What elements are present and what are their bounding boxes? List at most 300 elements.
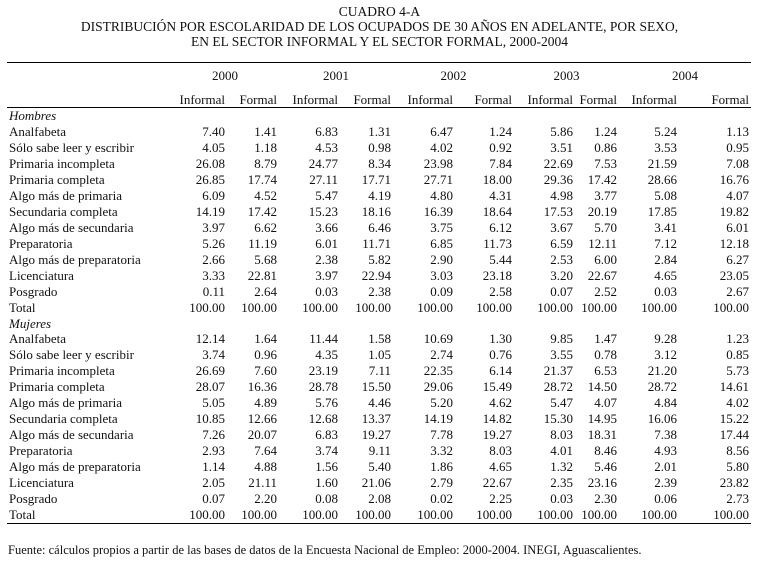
cell-value: 4.07 bbox=[726, 187, 749, 203]
cell-value: 7.40 bbox=[202, 123, 225, 139]
cell-value: 14.61 bbox=[719, 379, 749, 395]
cell-value: 2.20 bbox=[254, 491, 277, 507]
cell-value: 8.34 bbox=[368, 155, 391, 171]
cell-value: 21.06 bbox=[361, 475, 391, 491]
cell-value: 26.08 bbox=[195, 155, 225, 171]
cell-value: 4.65 bbox=[654, 267, 677, 283]
cell-value: 3.67 bbox=[550, 219, 573, 235]
cell-value: 21.20 bbox=[647, 363, 677, 379]
cell-value: 15.23 bbox=[308, 203, 338, 219]
cell-value: 15.50 bbox=[361, 379, 391, 395]
table-row bbox=[7, 363, 751, 379]
cell-value: 17.42 bbox=[247, 203, 277, 219]
cell-value: 3.74 bbox=[315, 443, 338, 459]
cell-value: 100.00 bbox=[537, 299, 573, 315]
cell-value: 5.70 bbox=[594, 219, 617, 235]
year-2002: 2002 bbox=[393, 63, 514, 90]
cell-value: 6.47 bbox=[430, 123, 453, 139]
row-label: Total bbox=[7, 507, 171, 524]
cell-value: 6.85 bbox=[430, 235, 453, 251]
row-label: Secundaria completa bbox=[9, 411, 118, 427]
cell-value: 3.55 bbox=[550, 347, 573, 363]
cell-value: 4.01 bbox=[550, 443, 573, 459]
cell-value: 5.80 bbox=[726, 459, 749, 475]
cell-value: 19.82 bbox=[719, 203, 749, 219]
cell-value: 9.28 bbox=[654, 331, 677, 347]
cell-value: 29.36 bbox=[543, 171, 573, 187]
table-row bbox=[7, 124, 751, 140]
cell-value: 0.76 bbox=[489, 347, 512, 363]
col-formal: Formal bbox=[455, 89, 514, 108]
cell-value: 12.11 bbox=[588, 235, 617, 251]
cell-value: 1.13 bbox=[726, 123, 749, 139]
cell-value: 2.38 bbox=[315, 251, 338, 267]
cell-value: 12.66 bbox=[247, 411, 277, 427]
cell-value: 11.71 bbox=[362, 235, 391, 251]
title-line-3: EN EL SECTOR INFORMAL Y EL SECTOR FORMAL, 2000-2004 bbox=[191, 34, 568, 49]
cell-value: 23.05 bbox=[719, 267, 749, 283]
cell-value: 5.46 bbox=[594, 459, 617, 475]
section-row bbox=[7, 316, 751, 332]
col-informal: Informal bbox=[619, 89, 679, 108]
cell-value: 2.64 bbox=[254, 283, 277, 299]
cell-value: 5.68 bbox=[254, 251, 277, 267]
cell-value: 11.19 bbox=[248, 235, 277, 251]
cell-value: 14.95 bbox=[587, 411, 617, 427]
cell-value: 4.62 bbox=[489, 395, 512, 411]
cell-value: 28.66 bbox=[647, 171, 677, 187]
cell-value: 23.98 bbox=[423, 155, 453, 171]
cell-value: 6.59 bbox=[550, 235, 573, 251]
cell-value: 21.59 bbox=[647, 155, 677, 171]
cell-value: 1.23 bbox=[726, 331, 749, 347]
cell-value: 0.96 bbox=[254, 347, 277, 363]
cell-value: 4.88 bbox=[254, 459, 277, 475]
cell-value: 3.66 bbox=[315, 219, 338, 235]
cell-value: 100.00 bbox=[575, 507, 619, 524]
table-row bbox=[7, 507, 751, 524]
row-label: Algo más de secundaria bbox=[9, 219, 134, 235]
table-row bbox=[7, 443, 751, 459]
cell-value: 8.79 bbox=[254, 155, 277, 171]
col-informal: Informal bbox=[171, 89, 227, 108]
cell-value: 6.27 bbox=[726, 251, 749, 267]
cell-value: 17.71 bbox=[361, 171, 391, 187]
cell-value: 100.00 bbox=[302, 299, 338, 315]
cell-value: 5.76 bbox=[315, 395, 338, 411]
cell-value: 3.74 bbox=[202, 347, 225, 363]
year-2000: 2000 bbox=[171, 63, 279, 90]
row-label: Total bbox=[9, 299, 36, 315]
cell-value: 100.00 bbox=[581, 299, 617, 315]
cell-value: 1.14 bbox=[202, 459, 225, 475]
section-row bbox=[7, 108, 751, 124]
cell-value: 4.53 bbox=[315, 139, 338, 155]
cell-value: 0.86 bbox=[594, 139, 617, 155]
column-header-row bbox=[7, 89, 751, 108]
cell-value: 23.18 bbox=[482, 267, 512, 283]
cell-value: 7.26 bbox=[202, 427, 225, 443]
row-label: Primaria incompleta bbox=[9, 155, 115, 171]
col-informal: Informal bbox=[279, 89, 340, 108]
cell-value: 2.25 bbox=[489, 491, 512, 507]
table-body bbox=[7, 108, 751, 524]
cell-value: 4.84 bbox=[654, 395, 677, 411]
row-label: Algo más de preparatoria bbox=[9, 459, 141, 475]
table-row bbox=[7, 140, 751, 156]
row-label: Licenciatura bbox=[9, 475, 74, 491]
cell-value: 7.78 bbox=[430, 427, 453, 443]
cell-value: 1.30 bbox=[489, 331, 512, 347]
cell-value: 3.97 bbox=[315, 267, 338, 283]
cell-value: 27.11 bbox=[309, 171, 338, 187]
cell-value: 22.67 bbox=[587, 267, 617, 283]
cell-value: 1.58 bbox=[368, 331, 391, 347]
cell-value: 2.79 bbox=[430, 475, 453, 491]
title-line-1: CUADRO 4-A bbox=[338, 4, 421, 19]
cell-value: 5.26 bbox=[202, 235, 225, 251]
table-row bbox=[7, 204, 751, 220]
cell-value: 17.85 bbox=[647, 203, 677, 219]
cell-value: 8.03 bbox=[550, 427, 573, 443]
cell-value: 1.05 bbox=[368, 347, 391, 363]
header-blank bbox=[7, 89, 171, 108]
cell-value: 100.00 bbox=[679, 507, 751, 524]
cell-value: 22.81 bbox=[247, 267, 277, 283]
year-2001: 2001 bbox=[279, 63, 393, 90]
cell-value: 4.80 bbox=[430, 187, 453, 203]
cell-value: 6.83 bbox=[315, 427, 338, 443]
table-row bbox=[7, 491, 751, 507]
table-row bbox=[7, 475, 751, 491]
cell-value: 16.06 bbox=[647, 411, 677, 427]
cell-value: 1.86 bbox=[430, 459, 453, 475]
cell-value: 1.32 bbox=[550, 459, 573, 475]
cell-value: 22.35 bbox=[423, 363, 453, 379]
cell-value: 18.00 bbox=[482, 171, 512, 187]
cell-value: 2.67 bbox=[726, 283, 749, 299]
cell-value: 7.11 bbox=[368, 363, 391, 379]
cell-value: 11.44 bbox=[309, 331, 338, 347]
cell-value: 4.93 bbox=[654, 443, 677, 459]
cell-value: 16.76 bbox=[719, 171, 749, 187]
cell-value: 1.31 bbox=[368, 123, 391, 139]
table-row bbox=[7, 300, 751, 316]
cell-value: 3.03 bbox=[430, 267, 453, 283]
table-row bbox=[7, 427, 751, 443]
cell-value: 100.00 bbox=[417, 299, 453, 315]
cell-value: 6.12 bbox=[489, 219, 512, 235]
cell-value: 18.16 bbox=[361, 203, 391, 219]
cell-value: 6.01 bbox=[726, 219, 749, 235]
row-label: Algo más de secundaria bbox=[9, 427, 134, 443]
cell-value: 2.08 bbox=[368, 491, 391, 507]
cell-value: 27.71 bbox=[423, 171, 453, 187]
cell-value: 0.03 bbox=[654, 283, 677, 299]
cell-value: 15.30 bbox=[543, 411, 573, 427]
cell-value: 26.69 bbox=[195, 363, 225, 379]
cell-value: 2.74 bbox=[430, 347, 453, 363]
cell-value: 7.12 bbox=[654, 235, 677, 251]
cell-value: 3.33 bbox=[202, 267, 225, 283]
cell-value: 100.00 bbox=[455, 507, 514, 524]
cell-value: 100.00 bbox=[189, 299, 225, 315]
cell-value: 20.19 bbox=[587, 203, 617, 219]
cell-value: 20.07 bbox=[247, 427, 277, 443]
cell-value: 0.06 bbox=[654, 491, 677, 507]
cell-value: 4.02 bbox=[726, 395, 749, 411]
cell-value: 100.00 bbox=[713, 299, 749, 315]
cell-value: 8.56 bbox=[726, 443, 749, 459]
cell-value: 4.05 bbox=[202, 139, 225, 155]
cell-value: 18.31 bbox=[587, 427, 617, 443]
cell-value: 19.27 bbox=[482, 427, 512, 443]
cell-value: 16.36 bbox=[247, 379, 277, 395]
cell-value: 28.78 bbox=[308, 379, 338, 395]
table-row bbox=[7, 347, 751, 363]
cell-value: 5.47 bbox=[550, 395, 573, 411]
cell-value: 0.07 bbox=[550, 283, 573, 299]
cell-value: 23.82 bbox=[719, 475, 749, 491]
cell-value: 2.66 bbox=[202, 251, 225, 267]
cell-value: 21.37 bbox=[543, 363, 573, 379]
cell-value: 6.62 bbox=[254, 219, 277, 235]
cell-value: 17.44 bbox=[719, 427, 749, 443]
cell-value: 5.86 bbox=[550, 123, 573, 139]
table-row bbox=[7, 268, 751, 284]
cell-value: 17.53 bbox=[543, 203, 573, 219]
cell-value: 22.67 bbox=[482, 475, 512, 491]
cell-value: 23.16 bbox=[587, 475, 617, 491]
cell-value: 3.12 bbox=[654, 347, 677, 363]
cell-value: 5.08 bbox=[654, 187, 677, 203]
cell-value: 23.19 bbox=[308, 363, 338, 379]
cell-value: 22.94 bbox=[361, 267, 391, 283]
cell-value: 100.00 bbox=[241, 299, 277, 315]
cell-value: 1.24 bbox=[489, 123, 512, 139]
cell-value: 3.75 bbox=[430, 219, 453, 235]
cell-value: 6.09 bbox=[202, 187, 225, 203]
cell-value: 29.06 bbox=[423, 379, 453, 395]
year-2004: 2004 bbox=[619, 63, 751, 90]
cell-value: 15.22 bbox=[719, 411, 749, 427]
cell-value: 0.11 bbox=[202, 283, 225, 299]
cell-value: 2.84 bbox=[654, 251, 677, 267]
cell-value: 12.18 bbox=[719, 235, 749, 251]
header-blank bbox=[7, 63, 171, 90]
table-row bbox=[7, 188, 751, 204]
row-label: Sólo sabe leer y escribir bbox=[9, 139, 134, 155]
cell-value: 3.53 bbox=[654, 139, 677, 155]
cell-value: 15.49 bbox=[482, 379, 512, 395]
cell-value: 7.84 bbox=[489, 155, 512, 171]
cell-value: 1.64 bbox=[254, 331, 277, 347]
cell-value: 5.47 bbox=[315, 187, 338, 203]
cell-value: 2.38 bbox=[368, 283, 391, 299]
cell-value: 6.46 bbox=[368, 219, 391, 235]
cell-value: 0.78 bbox=[594, 347, 617, 363]
table-row bbox=[7, 411, 751, 427]
section-label: Hombres bbox=[9, 108, 57, 123]
cell-value: 14.82 bbox=[482, 411, 512, 427]
row-label: Algo más de primaria bbox=[9, 395, 122, 411]
cell-value: 100.00 bbox=[171, 507, 227, 524]
cell-value: 4.52 bbox=[254, 187, 277, 203]
cell-value: 0.07 bbox=[202, 491, 225, 507]
row-label: Analfabeta bbox=[9, 331, 67, 347]
cell-value: 9.85 bbox=[550, 331, 573, 347]
cell-value: 4.35 bbox=[315, 347, 338, 363]
cell-value: 3.20 bbox=[550, 267, 573, 283]
cell-value: 2.01 bbox=[654, 459, 677, 475]
cell-value: 100.00 bbox=[641, 299, 677, 315]
cell-value: 1.41 bbox=[254, 123, 277, 139]
col-informal: Informal bbox=[393, 89, 455, 108]
cell-value: 6.01 bbox=[315, 235, 338, 251]
year-2003: 2003 bbox=[514, 63, 619, 90]
cell-value: 18.64 bbox=[482, 203, 512, 219]
cell-value: 4.07 bbox=[594, 395, 617, 411]
cell-value: 5.73 bbox=[726, 363, 749, 379]
cell-value: 12.14 bbox=[195, 331, 225, 347]
table-row bbox=[7, 395, 751, 411]
cell-value: 100.00 bbox=[355, 299, 391, 315]
year-header-row bbox=[7, 63, 751, 90]
cell-value: 0.02 bbox=[430, 491, 453, 507]
cell-value: 6.00 bbox=[594, 251, 617, 267]
cell-value: 4.46 bbox=[368, 395, 391, 411]
cell-value: 4.31 bbox=[489, 187, 512, 203]
row-label: Posgrado bbox=[9, 283, 58, 299]
cell-value: 14.19 bbox=[423, 411, 453, 427]
cell-value: 0.09 bbox=[430, 283, 453, 299]
cell-value: 8.46 bbox=[594, 443, 617, 459]
cell-value: 21.11 bbox=[248, 475, 277, 491]
page bbox=[0, 4, 759, 565]
cell-value: 4.02 bbox=[430, 139, 453, 155]
cell-value: 10.69 bbox=[423, 331, 453, 347]
cell-value: 7.08 bbox=[726, 155, 749, 171]
cell-value: 2.05 bbox=[202, 475, 225, 491]
cell-value: 8.03 bbox=[489, 443, 512, 459]
cell-value: 100.00 bbox=[340, 507, 393, 524]
cell-value: 2.93 bbox=[202, 443, 225, 459]
table-row bbox=[7, 379, 751, 395]
cell-value: 2.52 bbox=[594, 283, 617, 299]
cell-value: 17.74 bbox=[247, 171, 277, 187]
cell-value: 5.40 bbox=[368, 459, 391, 475]
cell-value: 2.53 bbox=[550, 251, 573, 267]
cell-value: 1.56 bbox=[315, 459, 338, 475]
cell-value: 2.30 bbox=[594, 491, 617, 507]
row-label: Primaria completa bbox=[9, 379, 105, 395]
cell-value: 10.85 bbox=[195, 411, 225, 427]
row-label: Preparatoria bbox=[9, 443, 73, 459]
cell-value: 7.53 bbox=[594, 155, 617, 171]
cell-value: 6.83 bbox=[315, 123, 338, 139]
cell-value: 7.64 bbox=[254, 443, 277, 459]
cell-value: 100.00 bbox=[514, 507, 575, 524]
cell-value: 13.37 bbox=[361, 411, 391, 427]
col-informal: Informal bbox=[514, 89, 575, 108]
table-row bbox=[7, 172, 751, 188]
table-row bbox=[7, 331, 751, 347]
title-line-2: DISTRIBUCIÓN POR ESCOLARIDAD DE LOS OCUPADOS DE 30 AÑOS EN ADELANTE, POR SEXO, bbox=[80, 19, 679, 34]
table-row bbox=[7, 156, 751, 172]
cell-value: 0.85 bbox=[726, 347, 749, 363]
cell-value: 100.00 bbox=[227, 507, 279, 524]
row-label: Primaria completa bbox=[9, 171, 105, 187]
cell-value: 1.18 bbox=[254, 139, 277, 155]
cell-value: 11.73 bbox=[483, 235, 512, 251]
cell-value: 3.41 bbox=[654, 219, 677, 235]
row-label: Primaria incompleta bbox=[9, 363, 115, 379]
cell-value: 7.60 bbox=[254, 363, 277, 379]
cell-value: 0.98 bbox=[368, 139, 391, 155]
cell-value: 6.53 bbox=[594, 363, 617, 379]
cell-value: 1.60 bbox=[315, 475, 338, 491]
cell-value: 26.85 bbox=[195, 171, 225, 187]
row-label: Analfabeta bbox=[9, 123, 67, 139]
cell-value: 100.00 bbox=[476, 299, 512, 315]
cell-value: 100.00 bbox=[619, 507, 679, 524]
table-row bbox=[7, 459, 751, 475]
cell-value: 22.69 bbox=[543, 155, 573, 171]
cell-value: 7.38 bbox=[654, 427, 677, 443]
row-label: Algo más de primaria bbox=[9, 187, 122, 203]
source-note: Fuente: cálculos propios a partir de las bases de datos de la Encuesta Nacional de Empleo: 2000-2004. INEGI, Aguascalientes. bbox=[8, 543, 642, 557]
cell-value: 1.47 bbox=[594, 331, 617, 347]
cell-value: 4.89 bbox=[254, 395, 277, 411]
table-row bbox=[7, 284, 751, 300]
row-label: Secundaria completa bbox=[9, 203, 118, 219]
cell-value: 5.05 bbox=[202, 395, 225, 411]
col-formal: Formal bbox=[340, 89, 393, 108]
cell-value: 3.77 bbox=[594, 187, 617, 203]
cell-value: 4.65 bbox=[489, 459, 512, 475]
cell-value: 3.32 bbox=[430, 443, 453, 459]
cell-value: 100.00 bbox=[279, 507, 340, 524]
cell-value: 3.51 bbox=[550, 139, 573, 155]
data-table bbox=[7, 62, 751, 524]
col-formal: Formal bbox=[679, 89, 751, 108]
cell-value: 14.19 bbox=[195, 203, 225, 219]
cell-value: 5.24 bbox=[654, 123, 677, 139]
cell-value: 5.20 bbox=[430, 395, 453, 411]
col-formal: Formal bbox=[575, 89, 619, 108]
cell-value: 0.03 bbox=[315, 283, 338, 299]
table-row bbox=[7, 252, 751, 268]
table-row bbox=[7, 220, 751, 236]
cell-value: 28.72 bbox=[543, 379, 573, 395]
cell-value: 24.77 bbox=[308, 155, 338, 171]
cell-value: 5.82 bbox=[368, 251, 391, 267]
cell-value: 2.90 bbox=[430, 251, 453, 267]
cell-value: 17.42 bbox=[587, 171, 617, 187]
cell-value: 1.24 bbox=[594, 123, 617, 139]
col-formal: Formal bbox=[227, 89, 279, 108]
cell-value: 2.35 bbox=[550, 475, 573, 491]
row-label: Preparatoria bbox=[9, 235, 73, 251]
cell-value: 2.73 bbox=[726, 491, 749, 507]
cell-value: 19.27 bbox=[361, 427, 391, 443]
cell-value: 28.07 bbox=[195, 379, 225, 395]
row-label: Sólo sabe leer y escribir bbox=[9, 347, 134, 363]
row-label: Algo más de preparatoria bbox=[9, 251, 141, 267]
cell-value: 5.44 bbox=[489, 251, 512, 267]
cell-value: 9.11 bbox=[368, 443, 391, 459]
cell-value: 28.72 bbox=[647, 379, 677, 395]
